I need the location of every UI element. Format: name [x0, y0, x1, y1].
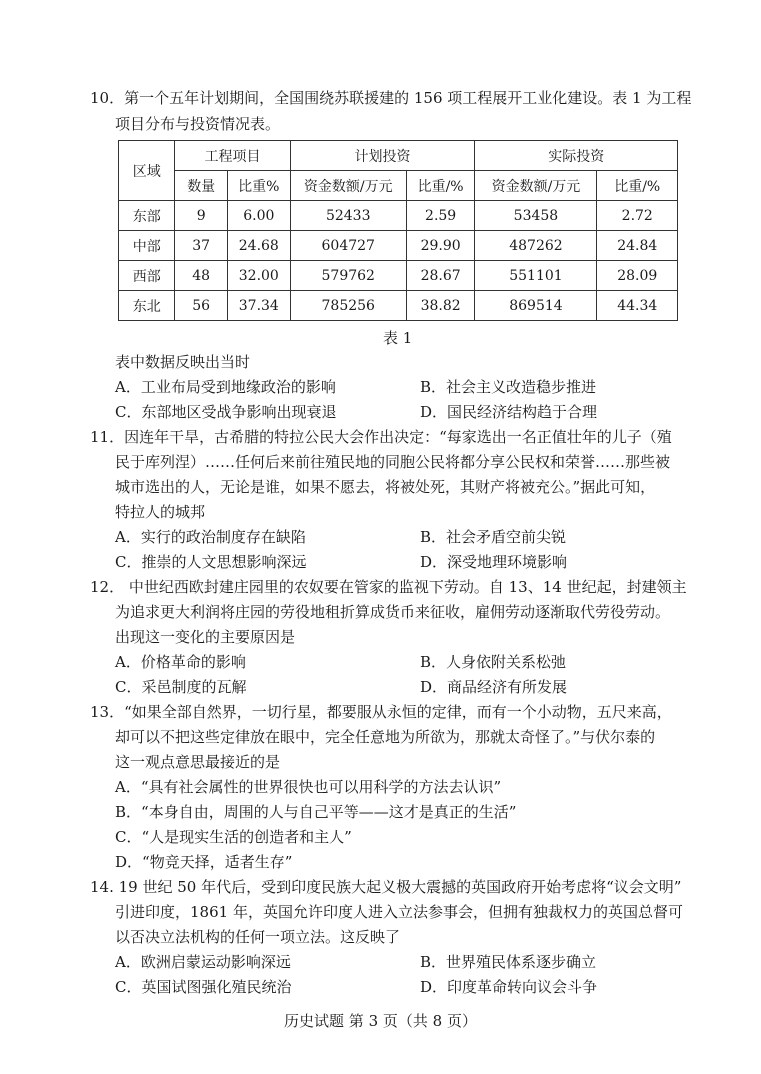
table-cell: 869514 — [475, 291, 597, 321]
table-cell: 28.09 — [597, 261, 678, 291]
table-cell: 37 — [175, 231, 228, 261]
q11-line1: 11．因连年干旱，古希腊的特拉公民大会作出决定：“每家选出一名正值壮年的儿子（殖 — [90, 428, 672, 446]
table-cell: 487262 — [475, 231, 597, 261]
q10-stem: 表中数据反映出当时 — [115, 353, 251, 371]
table-cell: 785256 — [290, 291, 406, 321]
investment-table — [118, 140, 678, 321]
q12-option-d[interactable]: D．商品经济有所发展 — [420, 678, 568, 696]
table-cell: 东北 — [119, 291, 175, 321]
q10-line2: 项目分布与投资情况表。 — [115, 115, 281, 133]
table-cell: 53458 — [475, 201, 597, 231]
header-projects: 工程项目 — [175, 141, 290, 171]
sub-header: 比重% — [227, 171, 290, 201]
q11-option-b[interactable]: B．社会矛盾空前尖锐 — [420, 528, 567, 546]
q10-option-a[interactable]: A．工业布局受到地缘政治的影响 — [115, 378, 336, 396]
q14-option-c[interactable]: C．英国试图强化殖民统治 — [115, 978, 292, 996]
q14-line3: 以否决立法机构的任何一项立法。这反映了 — [115, 928, 401, 946]
q11-option-d[interactable]: D．深受地理环境影响 — [420, 553, 568, 571]
table-row — [119, 261, 678, 291]
table-cell: 西部 — [119, 261, 175, 291]
table-row — [119, 291, 678, 321]
sub-header: 资金数额/万元 — [290, 171, 406, 201]
table-cell: 2.72 — [597, 201, 678, 231]
q13-line1: 13．“如果全部自然界，一切行星，都要服从永恒的定律，而有一个小动物，五尺来高， — [90, 703, 672, 721]
q11-option-c[interactable]: C．推崇的人文思想影响深远 — [115, 553, 307, 571]
table-cell: 37.34 — [227, 291, 290, 321]
table-cell: 52433 — [290, 201, 406, 231]
q10-option-c[interactable]: C．东部地区受战争影响出现衰退 — [115, 403, 337, 421]
table-cell: 32.00 — [227, 261, 290, 291]
q13-option-c[interactable]: C．“人是现实生活的创造者和主人” — [115, 828, 352, 846]
header-actual: 实际投资 — [475, 141, 678, 171]
q13-option-b[interactable]: B．“本身自由，周围的人与自己平等——这才是真正的生活” — [115, 803, 517, 821]
table-cell: 6.00 — [227, 201, 290, 231]
q13-line2: 却可以不把这些定律放在眼中，完全任意地为所欲为，那就太奇怪了。”与伏尔泰的 — [115, 728, 656, 746]
table-cell: 28.67 — [406, 261, 475, 291]
q12-option-a[interactable]: A．价格革命的影响 — [115, 653, 246, 671]
table-cell: 48 — [175, 261, 228, 291]
sub-header: 比重/% — [406, 171, 475, 201]
q12-line1: 12． 中世纪西欧封建庄园里的农奴要在管家的监视下劳动。自 13、14 世纪起，封建领主 — [90, 578, 687, 596]
table-cell: 东部 — [119, 201, 175, 231]
q14-line1: 14. 19 世纪 50 年代后，受到印度民族大起义极大震撼的英国政府开始考虑将“议会文明” — [90, 878, 682, 896]
q11-option-a[interactable]: A．实行的政治制度存在缺陷 — [115, 528, 306, 546]
table-cell: 56 — [175, 291, 228, 321]
sub-header: 资金数额/万元 — [475, 171, 597, 201]
q13-option-d[interactable]: D．“物竞天择，适者生存” — [115, 853, 293, 871]
table-row — [119, 231, 678, 261]
sub-header: 比重/% — [597, 171, 678, 201]
q13-option-a[interactable]: A．“具有社会属性的世界很快也可以用科学的方法去认识” — [115, 778, 502, 796]
table-cell: 604727 — [290, 231, 406, 261]
q11-line3: 城市选出的人，无论是谁，如果不愿去，将被处死，其财产将被充公。”据此可知， — [115, 478, 656, 496]
q10-option-b[interactable]: B．社会主义改造稳步推进 — [420, 378, 597, 396]
q12-line3: 出现这一变化的主要原因是 — [115, 628, 296, 646]
table-cell: 29.90 — [406, 231, 475, 261]
q12-option-b[interactable]: B．人身依附关系松弛 — [420, 653, 567, 671]
q10-line1: 10．第一个五年计划期间，全国围绕苏联援建的 156 项工程展开工业化建设。表 1 为工程 — [90, 89, 692, 107]
q12-option-c[interactable]: C．采邑制度的瓦解 — [115, 678, 247, 696]
table-cell: 38.82 — [406, 291, 475, 321]
q13-line3: 这一观点意思最接近的是 — [115, 753, 281, 771]
table-cell: 中部 — [119, 231, 175, 261]
table-cell: 579762 — [290, 261, 406, 291]
sub-header: 数量 — [175, 171, 228, 201]
q11-line2: 民于库列涅）……任何后来前往殖民地的同胞公民将都分享公民权和荣誉……那些被 — [115, 453, 671, 471]
table-cell: 551101 — [475, 261, 597, 291]
q14-option-b[interactable]: B．世界殖民体系逐步确立 — [420, 953, 597, 971]
table-caption: 表 1 — [383, 329, 413, 347]
page-footer: 历史试题 第 3 页（共 8 页） — [284, 1012, 477, 1030]
q14-line2: 引进印度，1861 年，英国允许印度人进入立法参事会，但拥有独裁权力的英国总督可 — [115, 903, 683, 921]
q11-line4: 特拉人的城邦 — [115, 503, 206, 521]
table-cell: 24.68 — [227, 231, 290, 261]
table-cell: 9 — [175, 201, 228, 231]
table-cell: 24.84 — [597, 231, 678, 261]
table-cell: 2.59 — [406, 201, 475, 231]
q12-line2: 为追求更大利润将庄园的劳役地租折算成货币来征收，雇佣劳动逐渐取代劳役劳动。 — [115, 603, 671, 621]
header-plan: 计划投资 — [290, 141, 475, 171]
q14-option-a[interactable]: A．欧洲启蒙运动影响深远 — [115, 953, 291, 971]
table-cell: 44.34 — [597, 291, 678, 321]
q10-option-d[interactable]: D．国民经济结构趋于合理 — [420, 403, 598, 421]
q14-option-d[interactable]: D．印度革命转向议会斗争 — [420, 978, 598, 996]
header-region: 区域 — [119, 141, 175, 201]
table-row — [119, 201, 678, 231]
